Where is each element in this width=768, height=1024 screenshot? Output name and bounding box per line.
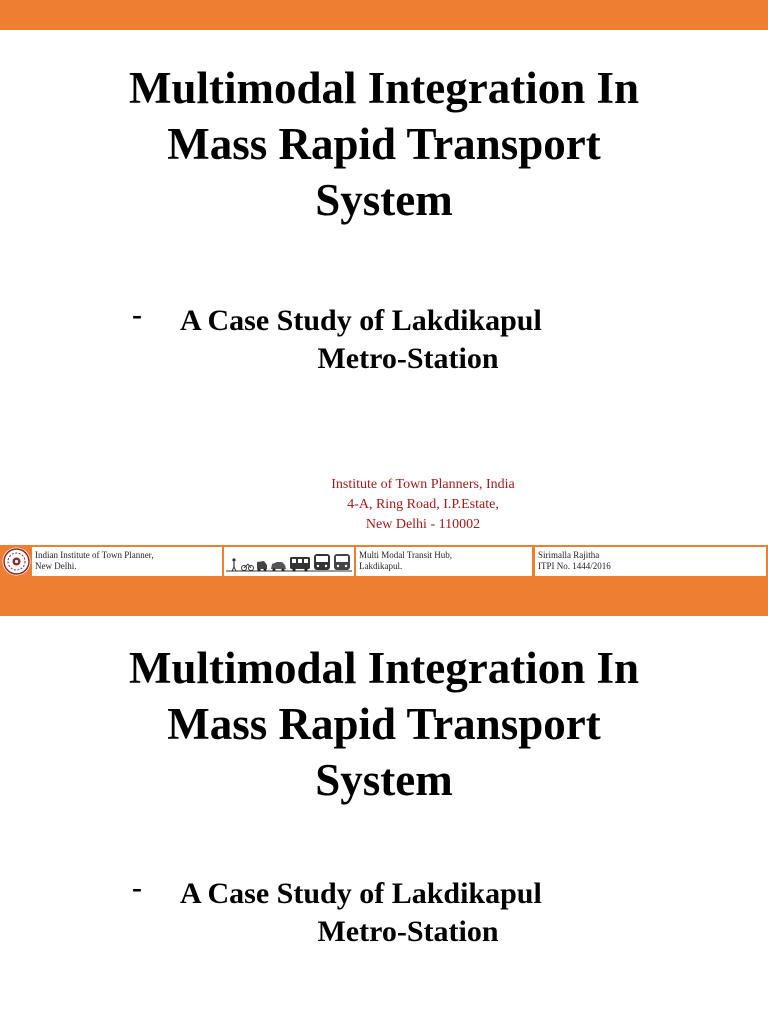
slide-title (0, 60, 768, 228)
address-line: 4-A, Ring Road, I.P.Estate, (347, 497, 499, 512)
institute-seal-icon (2, 547, 31, 576)
title-line: Mass Rapid Transport (167, 119, 601, 169)
transit-vehicles-icon (224, 547, 354, 576)
footer-text: Sirimalla Rajitha (538, 550, 600, 560)
address-line: Institute of Town Planners, India (331, 477, 515, 492)
subtitle-dash: - (132, 298, 142, 331)
footer-text: Lakdikapul. (359, 561, 403, 571)
footer-author (535, 547, 766, 576)
footer-institute (32, 547, 222, 576)
bottom-accent-bar (0, 578, 768, 608)
subtitle-line: Metro-Station (317, 915, 499, 948)
subtitle-line: Metro-Station (317, 342, 499, 375)
slide-footer (0, 545, 768, 578)
slide-title (0, 640, 768, 808)
title-line: Mass Rapid Transport (167, 699, 601, 749)
subtitle-line: A Case Study of Lakdikapul (180, 877, 542, 910)
subtitle-line: A Case Study of Lakdikapul (180, 304, 542, 337)
footer-project (356, 547, 532, 576)
footer-text: ITPI No. 1444/2016 (538, 561, 611, 571)
title-line: Multimodal Integration In (128, 63, 640, 113)
title-line: System (315, 175, 453, 225)
address-line: New Delhi - 110002 (365, 517, 481, 532)
title-line: System (315, 755, 453, 805)
title-line: Multimodal Integration In (128, 643, 640, 693)
footer-text: Multi Modal Transit Hub, (359, 550, 453, 560)
subtitle-dash: - (132, 871, 142, 904)
top-accent-bar (0, 0, 768, 30)
footer-text: Indian Institute of Town Planner, (35, 550, 154, 560)
slide-2 (0, 608, 768, 1024)
top-accent-bar (0, 608, 768, 616)
institute-address (0, 475, 768, 535)
footer-text: New Delhi. (35, 561, 77, 571)
